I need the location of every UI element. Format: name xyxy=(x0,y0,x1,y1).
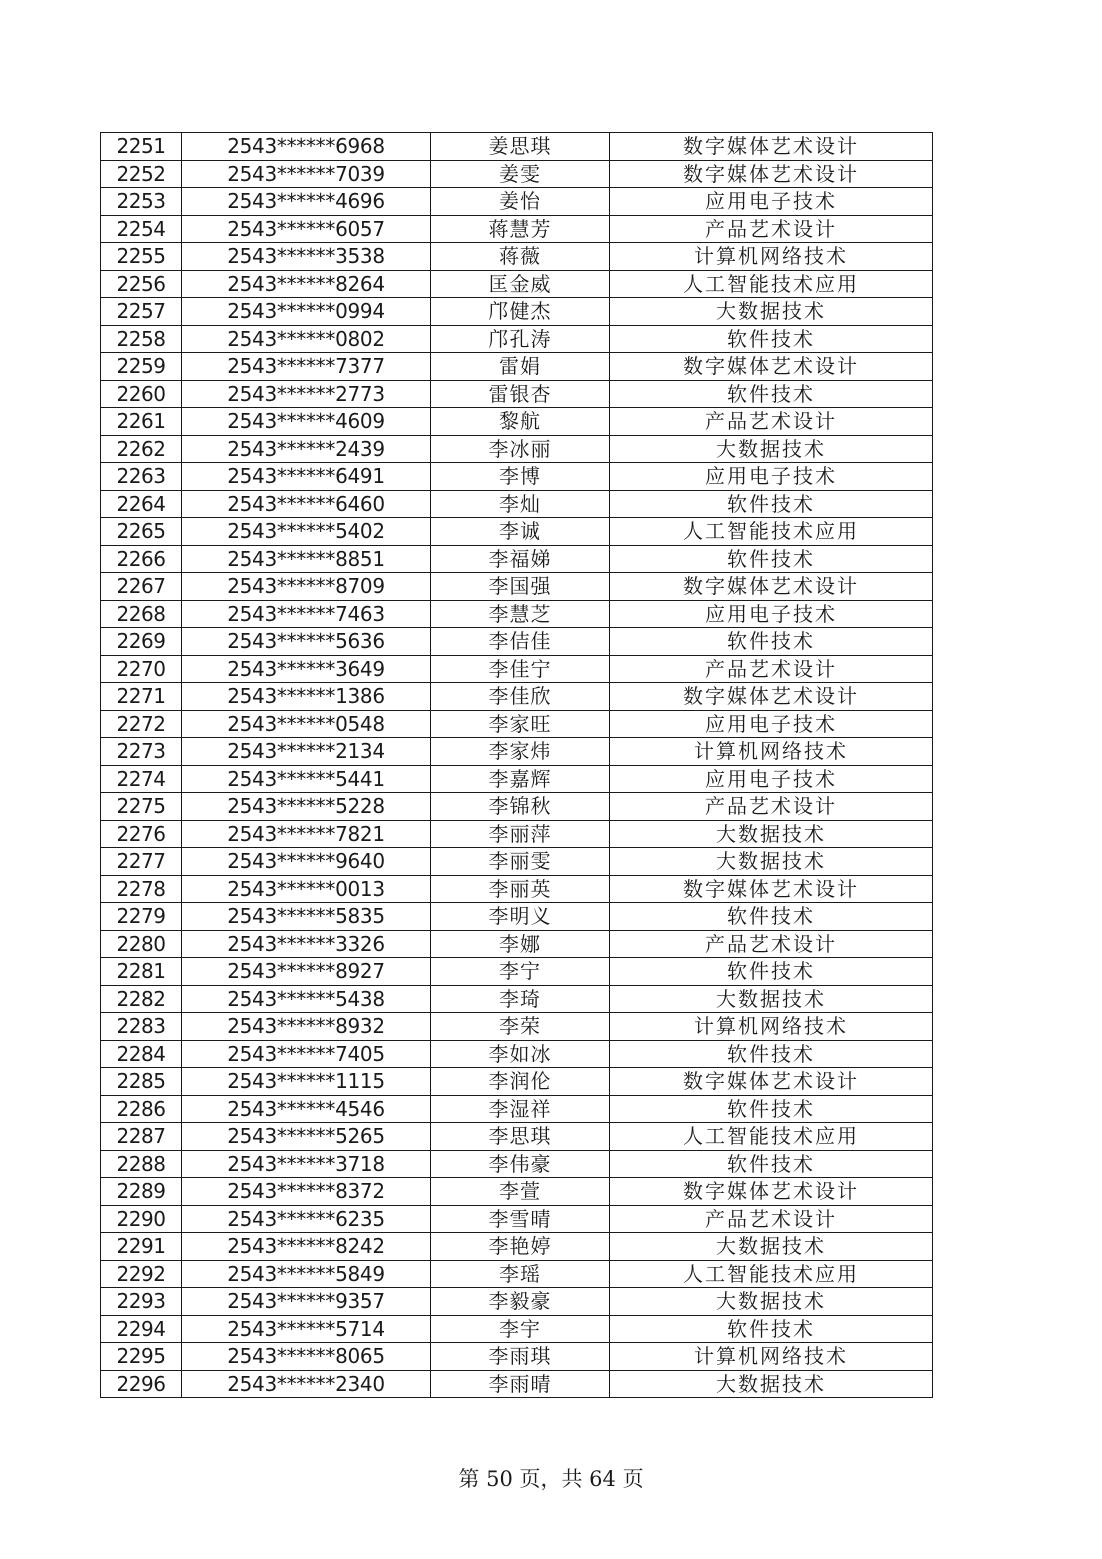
row-sequence-number: 2296 xyxy=(101,1370,182,1398)
table-row xyxy=(101,600,933,628)
row-masked-id: 2543******7405 xyxy=(182,1040,431,1068)
row-student-name: 李艳婷 xyxy=(431,1233,610,1261)
row-sequence-number: 2293 xyxy=(101,1288,182,1316)
row-masked-id: 2543******0994 xyxy=(182,298,431,326)
table-row xyxy=(101,875,933,903)
table-row xyxy=(101,518,933,546)
row-student-name: 李明义 xyxy=(431,903,610,931)
row-major: 软件技术 xyxy=(610,325,933,353)
table-row xyxy=(101,848,933,876)
row-major: 软件技术 xyxy=(610,490,933,518)
row-student-name: 李国强 xyxy=(431,573,610,601)
table-row xyxy=(101,958,933,986)
row-masked-id: 2543******8264 xyxy=(182,270,431,298)
row-major: 产品艺术设计 xyxy=(610,1205,933,1233)
table-row xyxy=(101,1178,933,1206)
row-student-name: 邝孔涛 xyxy=(431,325,610,353)
row-major: 产品艺术设计 xyxy=(610,655,933,683)
row-student-name: 李家炜 xyxy=(431,738,610,766)
row-student-name: 李瑶 xyxy=(431,1260,610,1288)
row-sequence-number: 2269 xyxy=(101,628,182,656)
row-sequence-number: 2254 xyxy=(101,215,182,243)
table-row xyxy=(101,930,933,958)
table-row xyxy=(101,545,933,573)
row-student-name: 李诚 xyxy=(431,518,610,546)
row-student-name: 姜思琪 xyxy=(431,133,610,161)
row-student-name: 李宇 xyxy=(431,1315,610,1343)
row-masked-id: 2543******3538 xyxy=(182,243,431,271)
row-student-name: 匡金威 xyxy=(431,270,610,298)
row-major: 人工智能技术应用 xyxy=(610,270,933,298)
row-major: 数字媒体艺术设计 xyxy=(610,683,933,711)
row-student-name: 李润伦 xyxy=(431,1068,610,1096)
row-sequence-number: 2284 xyxy=(101,1040,182,1068)
row-masked-id: 2543******6235 xyxy=(182,1205,431,1233)
row-masked-id: 2543******0013 xyxy=(182,875,431,903)
row-student-name: 李娜 xyxy=(431,930,610,958)
row-student-name: 李湿祥 xyxy=(431,1095,610,1123)
row-masked-id: 2543******5265 xyxy=(182,1123,431,1151)
row-masked-id: 2543******8709 xyxy=(182,573,431,601)
row-sequence-number: 2290 xyxy=(101,1205,182,1233)
row-student-name: 李丽雯 xyxy=(431,848,610,876)
table-row xyxy=(101,765,933,793)
row-sequence-number: 2264 xyxy=(101,490,182,518)
table-row xyxy=(101,1260,933,1288)
table-row xyxy=(101,243,933,271)
table-row xyxy=(101,793,933,821)
table-row xyxy=(101,738,933,766)
row-student-name: 李荣 xyxy=(431,1013,610,1041)
row-major: 软件技术 xyxy=(610,1150,933,1178)
row-student-name: 雷银杏 xyxy=(431,380,610,408)
row-major: 应用电子技术 xyxy=(610,188,933,216)
row-student-name: 李雨晴 xyxy=(431,1370,610,1398)
row-sequence-number: 2266 xyxy=(101,545,182,573)
row-masked-id: 2543******5441 xyxy=(182,765,431,793)
row-student-name: 李灿 xyxy=(431,490,610,518)
table-row xyxy=(101,1205,933,1233)
row-sequence-number: 2278 xyxy=(101,875,182,903)
table-row xyxy=(101,408,933,436)
row-major: 应用电子技术 xyxy=(610,600,933,628)
row-major: 大数据技术 xyxy=(610,1233,933,1261)
row-student-name: 李慧芝 xyxy=(431,600,610,628)
row-student-name: 李博 xyxy=(431,463,610,491)
row-sequence-number: 2267 xyxy=(101,573,182,601)
row-student-name: 李雪晴 xyxy=(431,1205,610,1233)
row-student-name: 雷娟 xyxy=(431,353,610,381)
row-masked-id: 2543******8851 xyxy=(182,545,431,573)
table-row xyxy=(101,380,933,408)
row-masked-id: 2543******8927 xyxy=(182,958,431,986)
table-row xyxy=(101,1040,933,1068)
row-student-name: 李伟豪 xyxy=(431,1150,610,1178)
table-row xyxy=(101,628,933,656)
table-row xyxy=(101,325,933,353)
row-masked-id: 2543******7377 xyxy=(182,353,431,381)
row-student-name: 姜雯 xyxy=(431,160,610,188)
row-student-name: 李思琪 xyxy=(431,1123,610,1151)
row-major: 计算机网络技术 xyxy=(610,1013,933,1041)
row-masked-id: 2543******5849 xyxy=(182,1260,431,1288)
row-student-name: 李冰丽 xyxy=(431,435,610,463)
roster-body xyxy=(101,133,933,1398)
row-major: 数字媒体艺术设计 xyxy=(610,353,933,381)
row-sequence-number: 2253 xyxy=(101,188,182,216)
table-row xyxy=(101,490,933,518)
row-masked-id: 2543******4609 xyxy=(182,408,431,436)
table-row xyxy=(101,1068,933,1096)
row-masked-id: 2543******7039 xyxy=(182,160,431,188)
row-major: 大数据技术 xyxy=(610,435,933,463)
row-major: 大数据技术 xyxy=(610,820,933,848)
row-student-name: 李佳宁 xyxy=(431,655,610,683)
table-row xyxy=(101,435,933,463)
row-sequence-number: 2282 xyxy=(101,985,182,1013)
row-masked-id: 2543******8372 xyxy=(182,1178,431,1206)
row-sequence-number: 2270 xyxy=(101,655,182,683)
row-masked-id: 2543******2773 xyxy=(182,380,431,408)
row-major: 大数据技术 xyxy=(610,1370,933,1398)
table-row xyxy=(101,820,933,848)
table-row xyxy=(101,1370,933,1398)
row-masked-id: 2543******3718 xyxy=(182,1150,431,1178)
row-major: 软件技术 xyxy=(610,628,933,656)
row-sequence-number: 2272 xyxy=(101,710,182,738)
row-masked-id: 2543******8065 xyxy=(182,1343,431,1371)
row-major: 软件技术 xyxy=(610,958,933,986)
table-row xyxy=(101,683,933,711)
table-row xyxy=(101,353,933,381)
row-sequence-number: 2257 xyxy=(101,298,182,326)
row-masked-id: 2543******6968 xyxy=(182,133,431,161)
row-student-name: 李如冰 xyxy=(431,1040,610,1068)
row-sequence-number: 2268 xyxy=(101,600,182,628)
row-sequence-number: 2275 xyxy=(101,793,182,821)
row-sequence-number: 2271 xyxy=(101,683,182,711)
row-masked-id: 2543******8242 xyxy=(182,1233,431,1261)
row-major: 数字媒体艺术设计 xyxy=(610,133,933,161)
row-sequence-number: 2286 xyxy=(101,1095,182,1123)
row-sequence-number: 2262 xyxy=(101,435,182,463)
row-masked-id: 2543******5835 xyxy=(182,903,431,931)
table-row xyxy=(101,1123,933,1151)
page-number-footer: 第 50 页，共 64 页 xyxy=(458,1467,644,1491)
row-sequence-number: 2258 xyxy=(101,325,182,353)
table-row xyxy=(101,903,933,931)
row-sequence-number: 2256 xyxy=(101,270,182,298)
row-major: 计算机网络技术 xyxy=(610,1343,933,1371)
row-sequence-number: 2260 xyxy=(101,380,182,408)
table-row xyxy=(101,463,933,491)
table-row xyxy=(101,1013,933,1041)
row-masked-id: 2543******4696 xyxy=(182,188,431,216)
row-major: 软件技术 xyxy=(610,545,933,573)
row-student-name: 李丽英 xyxy=(431,875,610,903)
row-sequence-number: 2289 xyxy=(101,1178,182,1206)
row-sequence-number: 2288 xyxy=(101,1150,182,1178)
student-roster-table xyxy=(100,132,933,1398)
row-major: 产品艺术设计 xyxy=(610,793,933,821)
row-major: 数字媒体艺术设计 xyxy=(610,160,933,188)
row-masked-id: 2543******7463 xyxy=(182,600,431,628)
row-student-name: 李佶佳 xyxy=(431,628,610,656)
row-student-name: 蒋慧芳 xyxy=(431,215,610,243)
row-masked-id: 2543******5402 xyxy=(182,518,431,546)
row-major: 软件技术 xyxy=(610,903,933,931)
row-student-name: 李毅豪 xyxy=(431,1288,610,1316)
row-major: 软件技术 xyxy=(610,1315,933,1343)
row-student-name: 姜怡 xyxy=(431,188,610,216)
row-major: 产品艺术设计 xyxy=(610,215,933,243)
row-masked-id: 2543******6491 xyxy=(182,463,431,491)
row-sequence-number: 2259 xyxy=(101,353,182,381)
table-row xyxy=(101,985,933,1013)
row-masked-id: 2543******5228 xyxy=(182,793,431,821)
table-row xyxy=(101,188,933,216)
row-masked-id: 2543******2439 xyxy=(182,435,431,463)
row-masked-id: 2543******5438 xyxy=(182,985,431,1013)
row-sequence-number: 2283 xyxy=(101,1013,182,1041)
row-student-name: 李雨琪 xyxy=(431,1343,610,1371)
table-row xyxy=(101,1343,933,1371)
row-major: 应用电子技术 xyxy=(610,765,933,793)
row-major: 应用电子技术 xyxy=(610,710,933,738)
row-major: 数字媒体艺术设计 xyxy=(610,573,933,601)
row-masked-id: 2543******6057 xyxy=(182,215,431,243)
row-major: 大数据技术 xyxy=(610,985,933,1013)
row-sequence-number: 2255 xyxy=(101,243,182,271)
row-student-name: 李锦秋 xyxy=(431,793,610,821)
row-masked-id: 2543******0548 xyxy=(182,710,431,738)
row-major: 大数据技术 xyxy=(610,848,933,876)
row-masked-id: 2543******2134 xyxy=(182,738,431,766)
row-major: 计算机网络技术 xyxy=(610,738,933,766)
row-masked-id: 2543******3649 xyxy=(182,655,431,683)
row-sequence-number: 2280 xyxy=(101,930,182,958)
row-masked-id: 2543******9357 xyxy=(182,1288,431,1316)
row-major: 产品艺术设计 xyxy=(610,930,933,958)
row-masked-id: 2543******1115 xyxy=(182,1068,431,1096)
row-major: 软件技术 xyxy=(610,380,933,408)
row-masked-id: 2543******9640 xyxy=(182,848,431,876)
row-sequence-number: 2294 xyxy=(101,1315,182,1343)
row-major: 数字媒体艺术设计 xyxy=(610,1068,933,1096)
row-major: 软件技术 xyxy=(610,1040,933,1068)
row-masked-id: 2543******7821 xyxy=(182,820,431,848)
row-student-name: 李嘉辉 xyxy=(431,765,610,793)
row-sequence-number: 2285 xyxy=(101,1068,182,1096)
row-student-name: 李宁 xyxy=(431,958,610,986)
row-sequence-number: 2251 xyxy=(101,133,182,161)
row-sequence-number: 2273 xyxy=(101,738,182,766)
row-sequence-number: 2263 xyxy=(101,463,182,491)
row-major: 大数据技术 xyxy=(610,1288,933,1316)
row-major: 数字媒体艺术设计 xyxy=(610,875,933,903)
row-sequence-number: 2274 xyxy=(101,765,182,793)
row-masked-id: 2543******1386 xyxy=(182,683,431,711)
row-masked-id: 2543******6460 xyxy=(182,490,431,518)
row-masked-id: 2543******3326 xyxy=(182,930,431,958)
row-sequence-number: 2287 xyxy=(101,1123,182,1151)
row-major: 大数据技术 xyxy=(610,298,933,326)
row-student-name: 李萱 xyxy=(431,1178,610,1206)
table-row xyxy=(101,573,933,601)
row-major: 计算机网络技术 xyxy=(610,243,933,271)
row-student-name: 蒋薇 xyxy=(431,243,610,271)
row-sequence-number: 2277 xyxy=(101,848,182,876)
row-student-name: 李丽萍 xyxy=(431,820,610,848)
row-student-name: 邝健杰 xyxy=(431,298,610,326)
row-sequence-number: 2291 xyxy=(101,1233,182,1261)
row-major: 人工智能技术应用 xyxy=(610,1123,933,1151)
row-sequence-number: 2276 xyxy=(101,820,182,848)
row-sequence-number: 2252 xyxy=(101,160,182,188)
table-row xyxy=(101,133,933,161)
row-student-name: 李福娣 xyxy=(431,545,610,573)
row-sequence-number: 2292 xyxy=(101,1260,182,1288)
row-sequence-number: 2281 xyxy=(101,958,182,986)
table-row xyxy=(101,710,933,738)
table-row xyxy=(101,215,933,243)
row-major: 人工智能技术应用 xyxy=(610,518,933,546)
row-masked-id: 2543******8932 xyxy=(182,1013,431,1041)
table-row xyxy=(101,1233,933,1261)
table-row xyxy=(101,1288,933,1316)
row-major: 软件技术 xyxy=(610,1095,933,1123)
table-row xyxy=(101,298,933,326)
table-row xyxy=(101,1150,933,1178)
row-masked-id: 2543******0802 xyxy=(182,325,431,353)
row-student-name: 李琦 xyxy=(431,985,610,1013)
row-masked-id: 2543******4546 xyxy=(182,1095,431,1123)
row-masked-id: 2543******5636 xyxy=(182,628,431,656)
row-student-name: 李佳欣 xyxy=(431,683,610,711)
table-row xyxy=(101,1095,933,1123)
table-row xyxy=(101,1315,933,1343)
row-masked-id: 2543******2340 xyxy=(182,1370,431,1398)
row-major: 应用电子技术 xyxy=(610,463,933,491)
row-student-name: 黎航 xyxy=(431,408,610,436)
row-student-name: 李家旺 xyxy=(431,710,610,738)
row-major: 数字媒体艺术设计 xyxy=(610,1178,933,1206)
row-sequence-number: 2279 xyxy=(101,903,182,931)
table-row xyxy=(101,270,933,298)
row-sequence-number: 2295 xyxy=(101,1343,182,1371)
table-row xyxy=(101,655,933,683)
row-masked-id: 2543******5714 xyxy=(182,1315,431,1343)
table-row xyxy=(101,160,933,188)
row-major: 人工智能技术应用 xyxy=(610,1260,933,1288)
row-sequence-number: 2265 xyxy=(101,518,182,546)
row-major: 产品艺术设计 xyxy=(610,408,933,436)
row-sequence-number: 2261 xyxy=(101,408,182,436)
